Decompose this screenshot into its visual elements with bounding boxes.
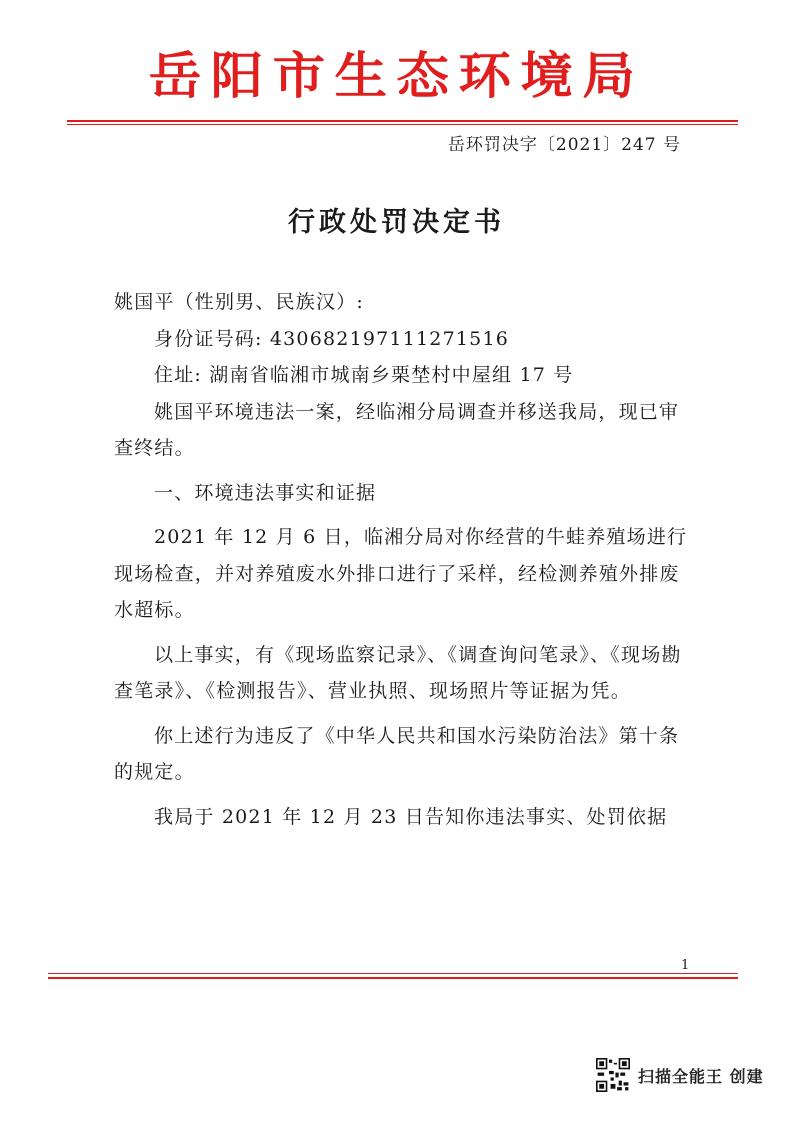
document-title: 行政处罚决定书 (288, 207, 505, 238)
header-rule-thick (67, 120, 738, 122)
id-number-line: 身份证号码: 430682197111271516 (154, 327, 510, 350)
address-line: 住址: 湖南省临湘市城南乡栗埜村中屋组 17 号 (154, 364, 574, 386)
footer-rule-thick (48, 977, 738, 979)
scanner-label: 扫描全能王 创建 (638, 1066, 764, 1086)
agency-header-title: 岳阳市生态环境局 (148, 47, 645, 105)
facts-paragraph: 2021 年 12 月 6 日，临湘分局对你经营的牛蛙养殖场进行现场检查，并对养殖废水外排口进行了采样，经检测养殖外排废水超标。 (114, 526, 688, 621)
footer-rule-thin (48, 973, 738, 974)
document-body (114, 284, 694, 835)
page-number: 1 (681, 958, 690, 973)
violation-paragraph: 你上述行为违反了《中华人民共和国水污染防治法》第十条的规定。 (114, 724, 680, 783)
recipient-line: 姚国平（性别男、民族汉）: (114, 291, 365, 313)
notice-paragraph: 我局于 2021 年 12 月 23 日告知你违法事实、处罚依据 (154, 805, 668, 828)
qr-code-icon (596, 1058, 630, 1092)
section-heading: 一、环境违法事实和证据 (154, 481, 377, 504)
evidence-paragraph: 以上事实，有《现场监察记录》、《调查询问笔录》、《现场勘查笔录》、《检测报告》、营业执照、现场照片等证据为凭。 (114, 643, 682, 702)
scanner-badge (596, 1058, 764, 1092)
case-intro-paragraph: 姚国平环境违法一案，经临湘分局调查并移送我局，现已审查终结。 (114, 400, 680, 459)
document-number: 岳环罚决字〔2021〕247 号 (447, 135, 681, 155)
header-rule-thin (67, 124, 738, 125)
